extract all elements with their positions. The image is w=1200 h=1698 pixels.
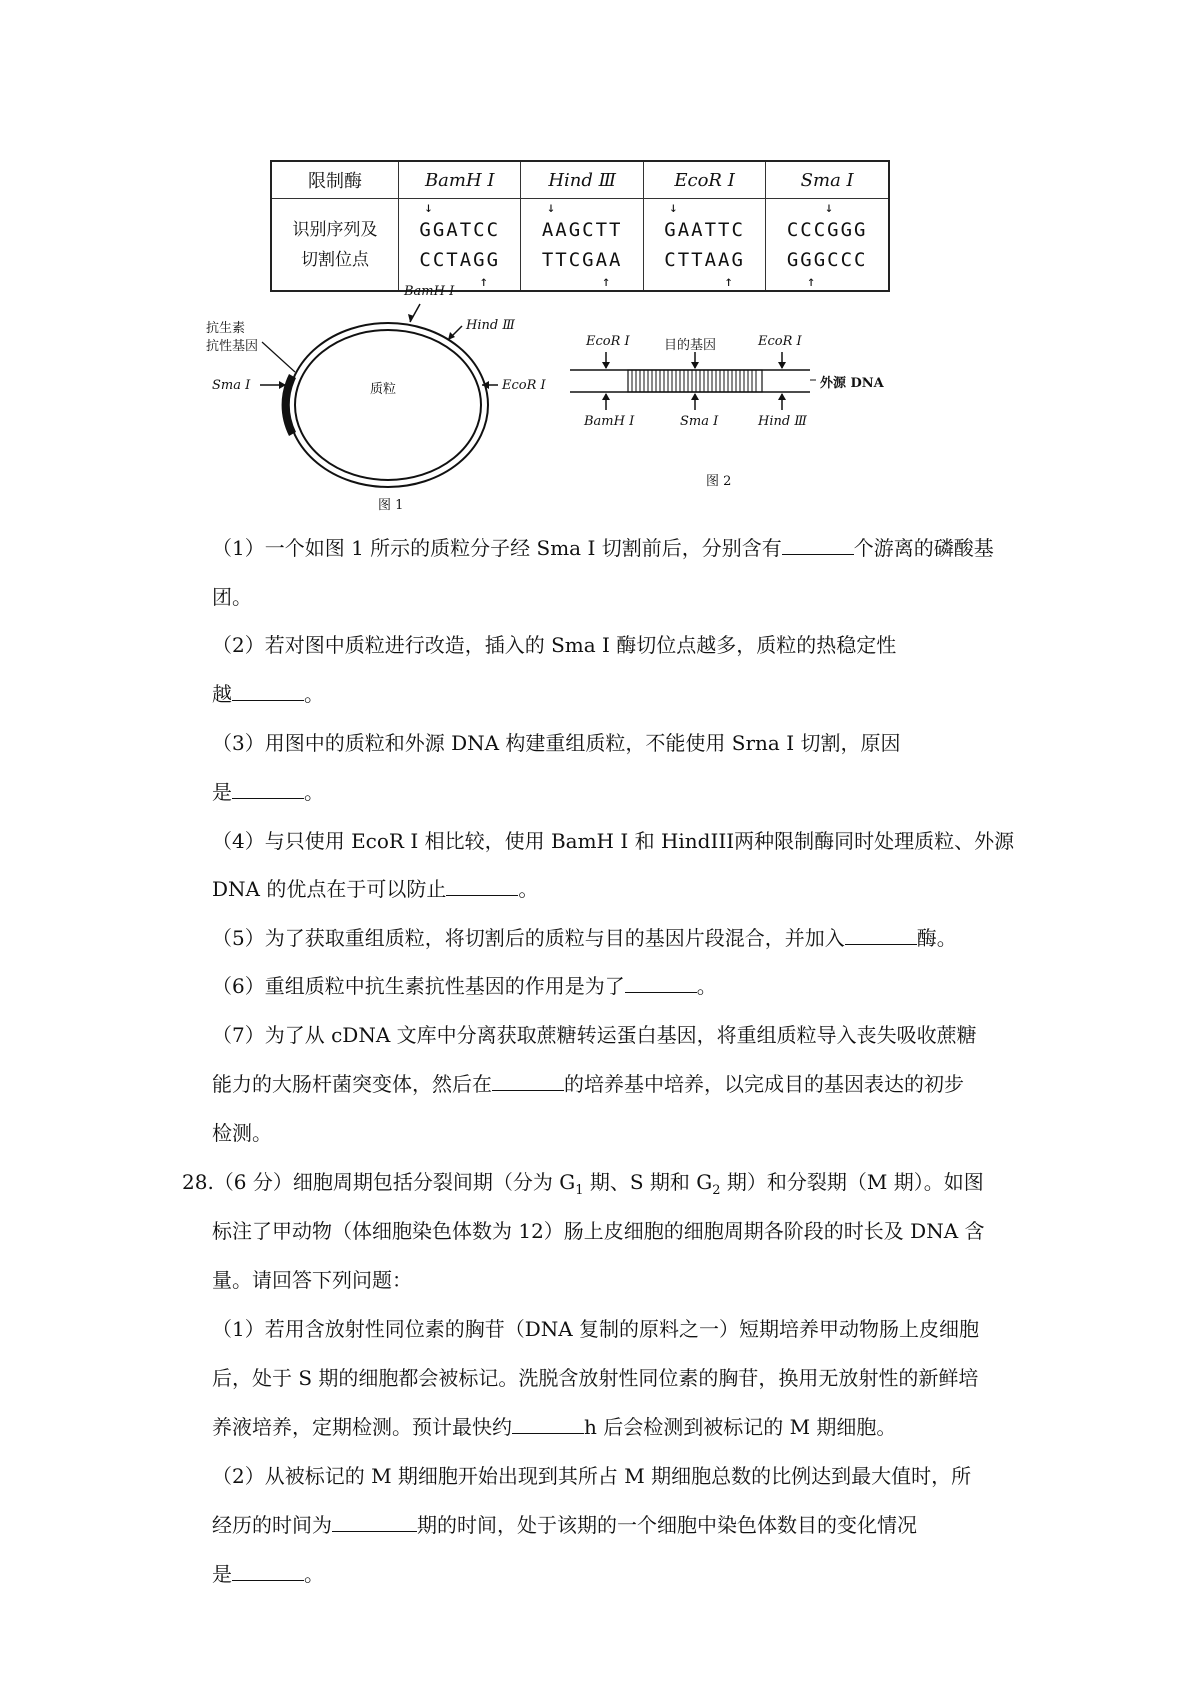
bamh-arrow-icon [602, 393, 610, 400]
sequence-sma: ↓ CCCGGG GGGCCC ↑ [766, 199, 889, 292]
question-28-line3: 量。请回答下列问题： [212, 1268, 412, 1292]
question-7: （7）为了从 cDNA 文库中分离获取蔗糖转运蛋白基因，将重组质粒导入丧失吸收蔗糖 [212, 1023, 977, 1047]
answer-blank[interactable] [492, 1072, 564, 1091]
cut-arrow-down-icon: ↓ [824, 199, 836, 216]
fig2-sma-label: Sma Ⅰ [680, 414, 719, 429]
question-3: （3）用图中的质粒和外源 DNA 构建重组质粒，不能使用 Srna Ⅰ 切割，原因 [212, 731, 901, 755]
sma-arrow-icon [691, 393, 699, 400]
fig1-ecor-label: EcoR Ⅰ [502, 378, 546, 393]
enzyme-bamh: BamH Ⅰ [399, 161, 521, 199]
question-28-intro: 28.（6 分）细胞周期包括分裂间期（分为 $G_1$ 期、S 期和 $G_2$ 期）和分裂期（M 期）。如图 [182, 1170, 984, 1198]
sequence-bamh: ↓ GGATCC CCTAGG ↑ [399, 199, 521, 292]
answer-blank[interactable] [232, 682, 304, 701]
gene-arrow-icon [691, 362, 699, 369]
hind-arrow-icon [778, 393, 786, 400]
fig1-resistance-label: 抗生素 抗性基因 [206, 321, 259, 354]
table-row-label: 识别序列及 切割位点 [271, 199, 399, 292]
answer-blank[interactable] [845, 926, 917, 945]
enzyme-hind: Hind Ⅲ [521, 161, 643, 199]
resistance-gene-segment [282, 374, 296, 436]
question-6: （6）重组质粒中抗生素抗性基因的作用是为了 。 [212, 974, 717, 998]
fig1-hind-label: Hind Ⅲ [466, 318, 515, 333]
answer-blank[interactable] [232, 1562, 304, 1581]
fig1-sma-label: Sma Ⅰ [212, 378, 251, 393]
question-28-2-end: 是 。 [212, 1562, 324, 1586]
cut-arrow-down-icon: ↓ [546, 199, 558, 216]
enzyme-sma: Sma Ⅰ [766, 161, 889, 199]
question-28-2: （2）从被标记的 M 期细胞开始出现到其所占 M 期细胞总数的比例达到最大值时，所 [212, 1464, 972, 1488]
plasmid-outer-ring [288, 323, 488, 487]
fig2-gene-label: 目的基因 [664, 338, 717, 353]
question-1: （1）一个如图 1 所示的质粒分子经 Sma Ⅰ 切割前后，分别含有 个游离的磷酸基 [212, 536, 994, 560]
question-28-1-end: 养液培养，定期检测。预计最快约 h 后会检测到被标记的 M 期细胞。 [212, 1415, 897, 1439]
question-7-cont: 能力的大肠杆菌突变体，然后在 的培养基中培养，以完成目的基因表达的初步 [212, 1072, 964, 1096]
cut-arrow-up-icon: ↑ [807, 273, 818, 290]
question-28-2-cont: 经历的时间为 期的时间，处于该期的一个细胞中染色体数目的变化情况 [212, 1513, 917, 1537]
cut-arrow-up-icon: ↑ [602, 273, 613, 290]
cut-arrow-up-icon: ↑ [479, 273, 491, 290]
question-28-line2: 标注了甲动物（体细胞染色体数为 12）肠上皮细胞的细胞周期各阶段的时长及 DNA 含 [212, 1219, 985, 1243]
answer-blank[interactable] [512, 1415, 584, 1434]
answer-blank[interactable] [625, 974, 697, 993]
sequence-hind: ↓ AAGCTT TTCGAA ↑ [521, 199, 643, 292]
answer-blank[interactable] [332, 1513, 417, 1532]
question-3-cont: 是 。 [212, 780, 324, 804]
fig2-caption: 图 2 [706, 474, 732, 489]
cut-arrow-up-icon: ↑ [724, 273, 735, 290]
question-1-cont: 团。 [212, 585, 252, 609]
answer-blank[interactable] [446, 877, 518, 896]
sequence-ecor: ↓ GAATTC CTTAAG ↑ [643, 199, 765, 292]
table-header-label: 限制酶 [271, 161, 399, 199]
question-5: （5）为了获取重组质粒，将切割后的质粒与目的基因片段混合，并加入 酶。 [212, 926, 957, 950]
question-2-cont: 越 。 [212, 682, 324, 706]
cut-arrow-down-icon: ↓ [424, 199, 435, 216]
answer-blank[interactable] [782, 536, 854, 555]
ecor-left-arrow-icon [602, 362, 610, 369]
question-4: （4）与只使用 EcoR I 相比较，使用 BamH Ⅰ 和 HindIII两种限制酶同时处理质粒、外源 [212, 829, 1015, 853]
answer-blank[interactable] [232, 780, 304, 799]
question-4-cont: DNA 的优点在于可以防止 。 [212, 877, 539, 901]
fig1-plasmid-label: 质粒 [370, 382, 397, 397]
fig2-ecor-left-label: EcoR Ⅰ [586, 334, 630, 349]
target-gene-segment [628, 370, 762, 392]
fig1-caption: 图 1 [378, 498, 404, 513]
fig1-bamh-label: BamH Ⅰ [404, 284, 455, 299]
cut-arrow-down-icon: ↓ [669, 199, 680, 216]
plasmid-inner-ring [295, 330, 481, 480]
fig2-hind-label: Hind Ⅲ [758, 414, 807, 429]
enzyme-ecor: EcoR Ⅰ [643, 161, 765, 199]
question-7-end: 检测。 [212, 1121, 272, 1145]
fig2-bamh-label: BamH Ⅰ [584, 414, 635, 429]
question-2: （2）若对图中质粒进行改造，插入的 Sma Ⅰ 酶切位点越多，质粒的热稳定性 [212, 633, 897, 657]
question-28-1-cont: 后，处于 S 期的细胞都会被标记。洗脱含放射性同位素的胸苷，换用无放射性的新鲜培 [212, 1366, 979, 1390]
restriction-enzyme-table [270, 160, 890, 292]
fig2-dna-label: 外源 DNA [820, 376, 884, 391]
ecor-right-arrow-icon [778, 362, 786, 369]
question-28-1: （1）若用含放射性同位素的胸苷（DNA 复制的原料之一）短期培养甲动物肠上皮细胞 [212, 1317, 980, 1341]
fig2-ecor-right-label: EcoR Ⅰ [758, 334, 802, 349]
